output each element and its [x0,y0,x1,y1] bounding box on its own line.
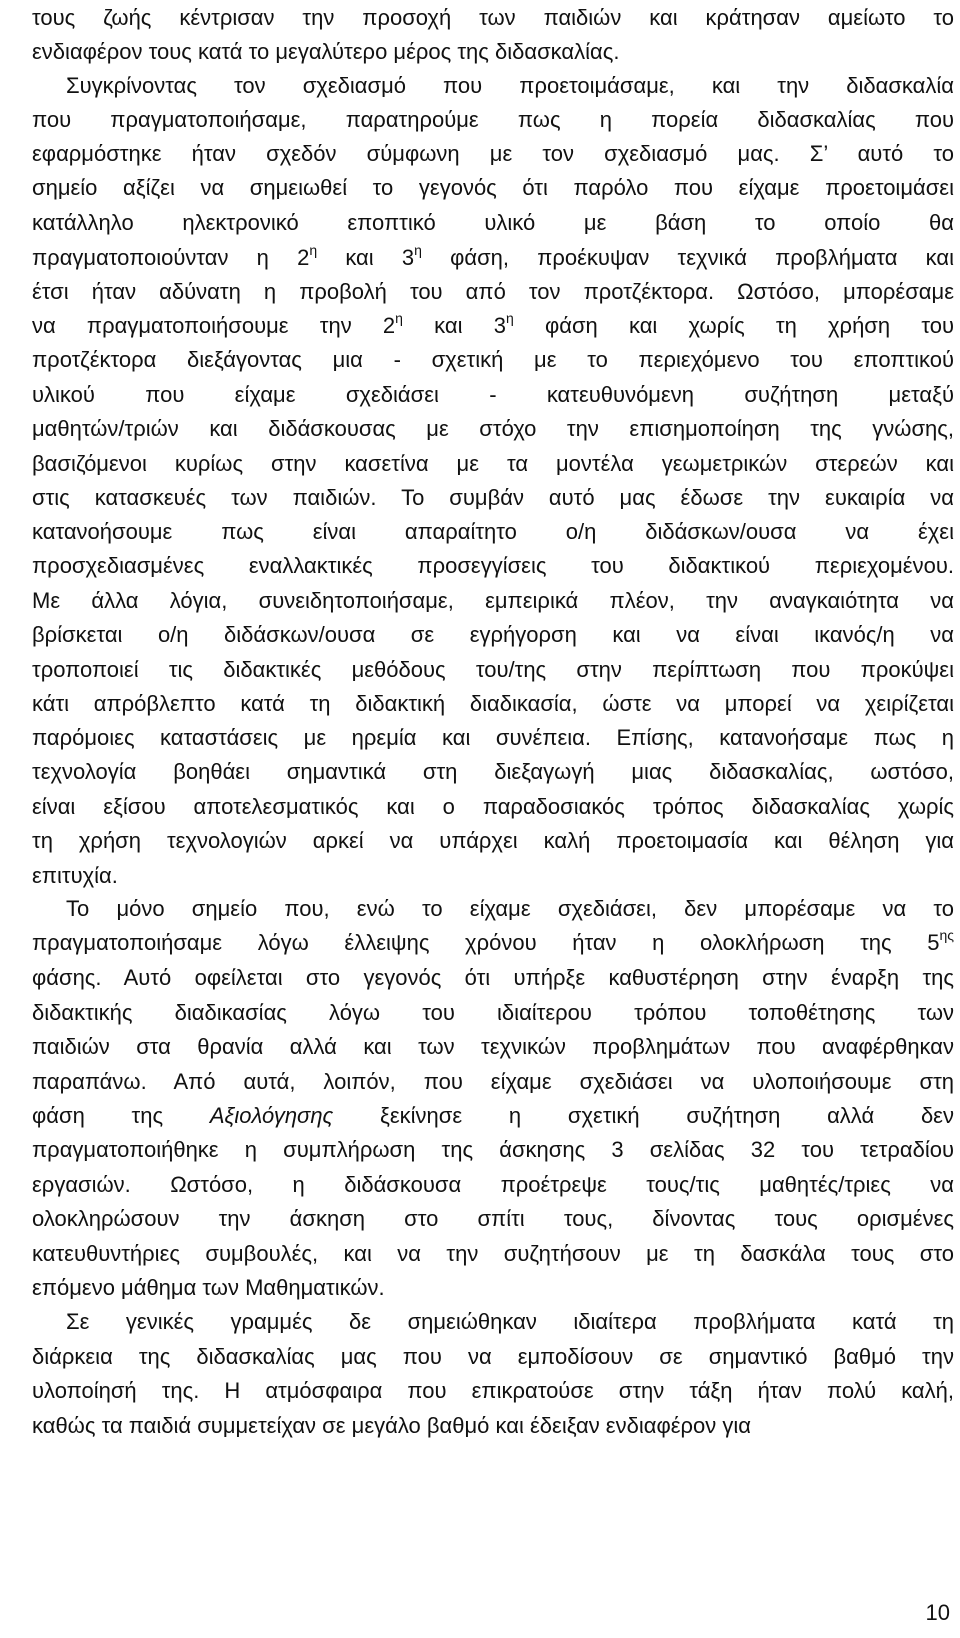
text-run: τη χρήση τεχνολογιών αρκεί να υπάρχει καλή προετοιμασία και θέληση για [32,828,954,853]
text-run: τους ζωής κέντρισαν την προσοχή των παιδιών και κράτησαν αμείωτο το [32,5,954,30]
text-run: εφαρμόστηκε ήταν σχεδόν σύμφωνη με τον σχεδιασμό μας. Σ’ αυτό το [32,141,954,166]
text-run: Σε γενικές γραμμές δε σημειώθηκαν ιδιαίτερα προβλήματα κατά τη [66,1309,954,1334]
text-line [32,102,954,138]
text-line [32,960,954,996]
text-run: εργασιών. Ωστόσο, η διδάσκουσα προέτρεψε τους/τις μαθητές/τριες να [32,1172,954,1197]
text-line [32,308,954,344]
text-run: κατανοήσουμε πως είναι απαραίτητο ο/η διδάσκων/ουσα να έχει [32,519,954,544]
text-line [32,720,954,756]
text-run: βρίσκεται ο/η διδάσκων/ουσα σε εγρήγορση και να είναι ικανός/η να [32,622,954,647]
text-line [32,34,954,70]
text-line [32,1029,954,1065]
text-line [32,342,954,378]
text-line [32,68,954,104]
text-run: διδακτικής διαδικασίας λόγω του ιδιαίτερου τρόπου τοποθέτησης των [32,1000,954,1025]
text-run: επιτυχία. [32,863,118,888]
text-line [32,617,954,653]
text-line [32,1064,954,1100]
text-run: διάρκεια της διδασκαλίας μας που να εμποδίσουν σε σημαντικό βαθμό την [32,1344,954,1369]
text-line [32,858,954,894]
text-line [32,1270,954,1306]
text-run: και 3 [317,245,415,270]
text-line [32,1132,954,1168]
text-run: τεχνολογία βοηθάει σημαντικά στη διεξαγωγή μιας διδασκαλίας, ωστόσο, [32,759,954,784]
text-line [32,1201,954,1237]
text-line [32,789,954,825]
page-number: 10 [925,1600,950,1625]
text-run: φάση, προέκυψαν τεχνικά προβλήματα και [421,245,954,270]
text-line [32,170,954,206]
text-run: προτζέκτορα διεξάγοντας μια - σχετική με το περιεχόμενο του εποπτικού [32,347,954,372]
text-line [32,205,954,241]
text-line [32,274,954,310]
text-run: Το μόνο σημείο που, ενώ το είχαμε σχεδιάσει, δεν μπορέσαμε να το [66,896,954,921]
text-run: κατάλληλο ηλεκτρονικό εποπτικό υλικό με βάση το οποίο θα [32,210,954,235]
text-run: ενδιαφέρον τους κατά το μεγαλύτερο μέρος της διδασκαλίας. [32,39,620,64]
text-run: βασιζόμενοι κυρίως στην κασετίνα με τα μοντέλα γεωμετρικών στερεών και [32,451,954,476]
ordinal-superscript: ης [939,926,954,943]
text-run: καθώς τα παιδιά συμμετείχαν σε μεγάλο βαθμό και έδειξαν ενδιαφέρον για [32,1413,752,1438]
text-run: φάση της [32,1103,210,1128]
text-line [32,925,954,961]
text-run: στις κατασκευές των παιδιών. Το συμβάν αυτό μας έδωσε την ευκαιρία να [32,485,954,510]
text-run: πραγματοποιούνταν η 2 [32,245,310,270]
text-line [32,823,954,859]
text-line [32,686,954,722]
text-line [32,995,954,1031]
text-run: Με άλλα λόγια, συνειδητοποιήσαμε, εμπειρικά πλέον, την αναγκαιότητα να [32,588,954,613]
ordinal-superscript: η [505,309,514,326]
text-run: είναι εξίσου αποτελεσματικός και ο παραδοσιακός τρόπος διδασκαλίας χωρίς [32,794,954,819]
text-run: φάσης. Αυτό οφείλεται στο γεγονός ότι υπήρξε καθυστέρηση στην έναρξη της [32,965,954,990]
text-line [32,1304,954,1340]
text-run: μαθητών/τριών και διδάσκουσας με στόχο την επισημοποίηση της γνώσης, [32,416,954,441]
text-run: σημείο αξίζει να σημειωθεί το γεγονός ότι παρόλο που είχαμε προετοιμάσει [32,175,954,200]
text-line [32,446,954,482]
text-line [32,377,954,413]
text-line [32,1236,954,1272]
emphasized-text: Αξιολόγησης [209,1103,334,1128]
text-run: έτσι ήταν αδύνατη η προβολή του από τον προτζέκτορα. Ωστόσο, μπορέσαμε [32,279,954,304]
text-run: παραπάνω. Από αυτά, λοιπόν, που είχαμε σχεδιάσει να υλοποιήσουμε στη [32,1069,954,1094]
text-run: πραγματοποιήθηκε η συμπλήρωση της άσκησης 3 σελίδας 32 του τετραδίου [32,1137,954,1162]
ordinal-superscript: η [309,241,318,258]
text-line [32,891,954,927]
text-run: να πραγματοποιήσουμε την 2 [32,313,396,338]
text-run: παιδιών στα θρανία αλλά και των τεχνικών προβλημάτων που αναφέρθηκαν [32,1034,954,1059]
text-line [32,1408,954,1444]
text-run: τροποποιεί τις διδακτικές μεθόδους του/της στην περίπτωση που προκύψει [32,657,954,682]
text-line [32,1373,954,1409]
text-run: υλοποίησή της. Η ατμόσφαιρα που επικρατούσε στην τάξη ήταν πολύ καλή, [32,1378,954,1403]
text-line [32,480,954,516]
text-run: και 3 [402,313,506,338]
text-line [32,240,954,276]
text-line [32,652,954,688]
text-line [32,136,954,172]
text-line [32,548,954,584]
text-line [32,0,954,36]
text-run: παρόμοιες καταστάσεις με ηρεμία και συνέπεια. Επίσης, κατανοήσαμε πως η [32,725,954,750]
text-run: κατευθυντήριες συμβουλές, και να την συζητήσουν με τη δασκάλα τους στο [32,1241,954,1266]
text-line [32,1167,954,1203]
text-run: ολοκληρώσουν την άσκηση στο σπίτι τους, δίνοντας τους ορισμένες [32,1206,954,1231]
text-run: πραγματοποιήσαμε λόγω έλλειψης χρόνου ήταν η ολοκλήρωση της 5 [32,930,940,955]
ordinal-superscript: η [414,241,422,258]
text-line [32,1098,954,1134]
text-run: υλικού που είχαμε σχεδιάσει - κατευθυνόμενη συζήτηση μεταξύ [32,382,954,407]
text-run: ξεκίνησε η σχετική συζήτηση αλλά δεν [333,1103,954,1128]
text-run: επόμενο μάθημα των Μαθηματικών. [32,1275,385,1300]
text-run: Συγκρίνοντας τον σχεδιασμό που προετοιμάσαμε, και την διδασκαλία [66,73,954,98]
text-run: φάση και χωρίς τη χρήση του [513,313,954,338]
text-line [32,514,954,550]
text-line [32,411,954,447]
text-run: που πραγματοποιήσαμε, παρατηρούμε πως η πορεία διδασκαλίας που [32,107,954,132]
text-line [32,754,954,790]
text-run: κάτι απρόβλεπτο κατά τη διδακτική διαδικασία, ώστε να μπορεί να χειρίζεται [32,691,954,716]
text-line [32,1339,954,1375]
text-line [32,583,954,619]
text-run: προσχεδιασμένες εναλλακτικές προσεγγίσεις του διδακτικού περιεχομένου. [32,553,954,578]
ordinal-superscript: η [395,309,403,326]
